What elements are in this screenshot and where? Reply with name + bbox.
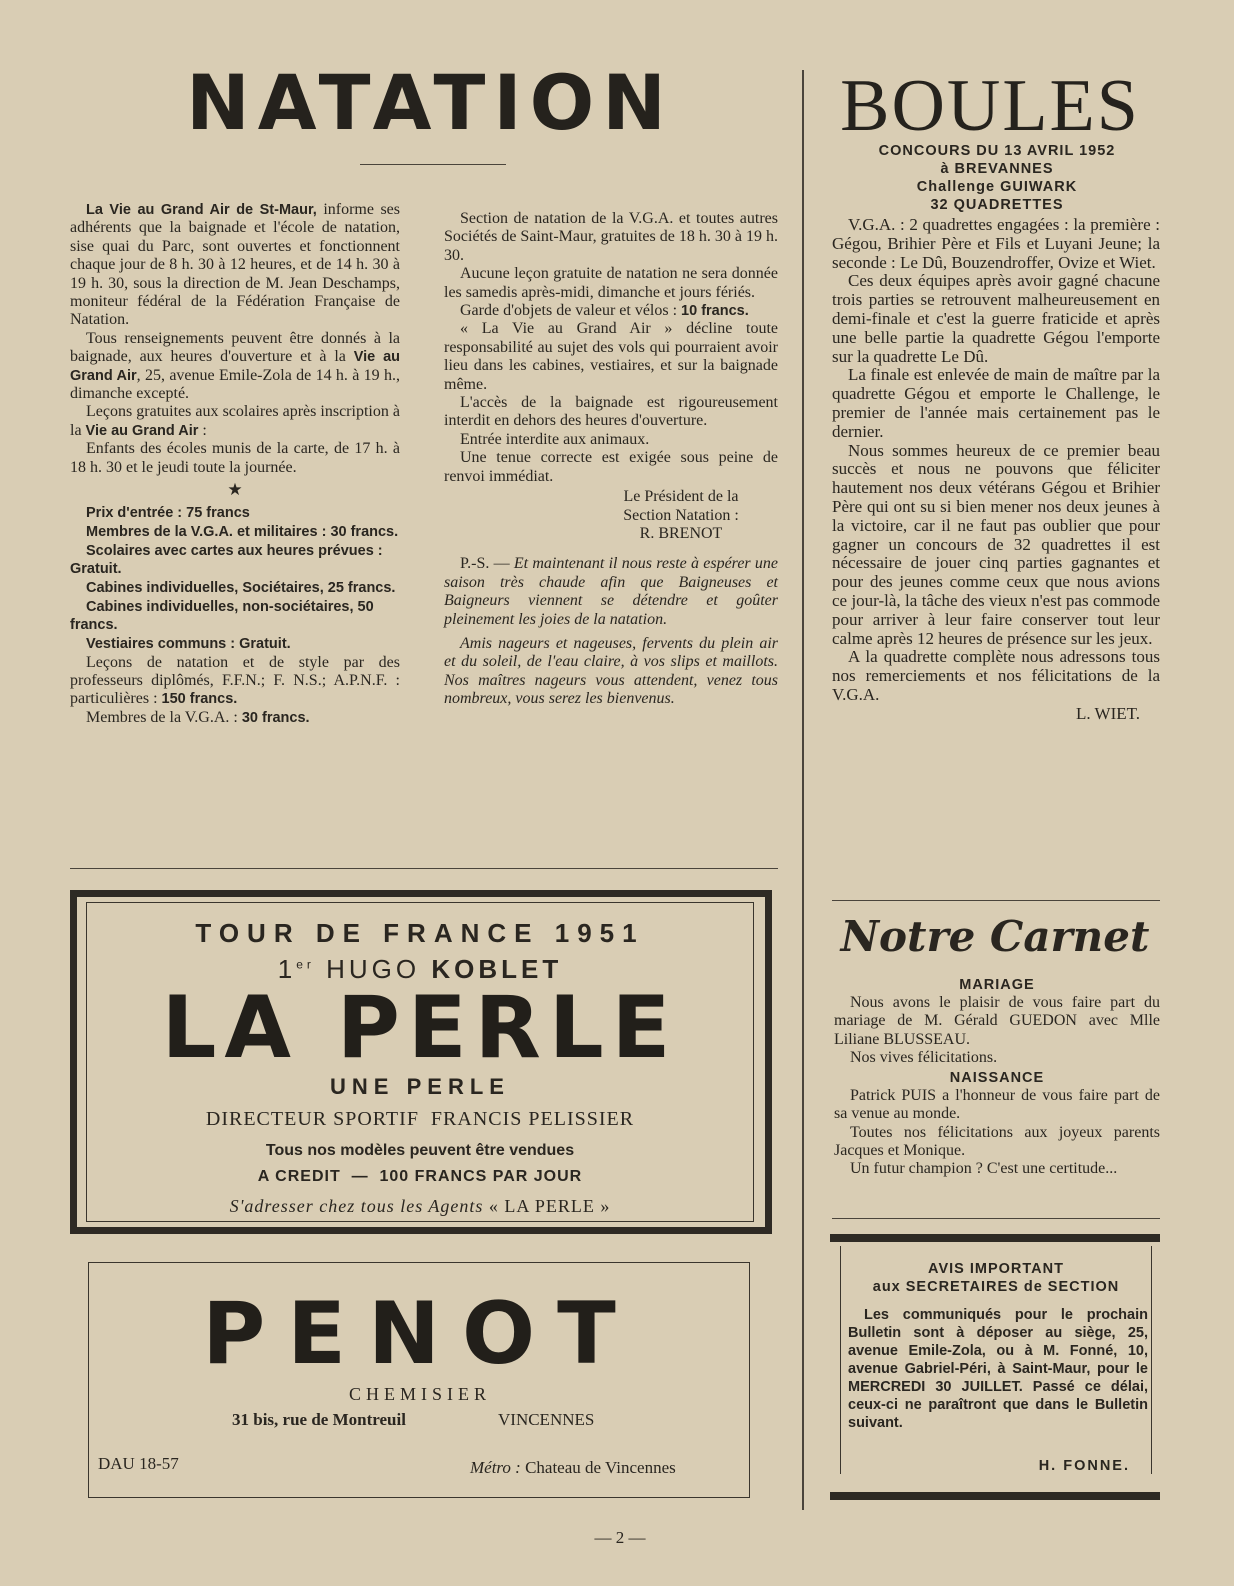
ad-perle-agents-text: S'adresser chez tous les Agents [229,1196,484,1216]
ad-penot-city: VINCENNES [498,1410,595,1429]
natation-animaux: Entrée interdite aux animaux. [460,430,650,448]
natation-garde: Garde d'objets de valeur et vélos : [460,302,678,320]
boules-signature: L. WIET. [1075,703,1140,723]
boules-p1: V.G.A. : 2 quadrettes engagées : la première : Gégou, Brihier Père et Fils et Luyani Jeune; la seconde : Le Dû, Bouzendroffer, Ovize et Wiet. [832,215,1160,272]
ad-perle-brand: LA PERLE [161,978,679,1078]
natation-title: NATATION [186,58,674,147]
ad-perle-agents [90,1196,750,1217]
natation-section: Section de natation de la V.G.A. et toutes autres Sociétés de Saint-Maur, gratuites de 18 h. 30 à 19 h. 30. [444,210,778,264]
star-separator: ★ [227,480,243,500]
natation-acces: L'accès de la baignade est rigoureusement interdit en dehors des heures d'ouverture. [444,394,778,430]
natation-info-b: , 25, avenue Emile-Zola de 14 h. à 19 h., dimanche excepté. [70,366,400,403]
ad-penot-phone: DAU 18-57 [98,1454,179,1473]
natation-members: Membres de la V.G.A. : [86,708,238,726]
price-cabines-soc: Cabines individuelles, Sociétaires, 25 francs. [86,579,396,596]
carnet-text [834,976,1160,1178]
naissance-heading: NAISSANCE [949,1070,1045,1087]
ad-perle-director: DIRECTEUR SPORTIF FRANCIS PELISSIER [205,1108,635,1130]
naissance-champion: Un futur champion ? C'est une certitude... [850,1160,1118,1178]
mariage-text: Nous avons le plaisir de vous faire part du mariage de M. Gérald GUEDON avec Mlle Liliane BLUSSEAU. [834,994,1160,1048]
natation-children: Enfants des écoles munis de la carte, de 17 h. à 18 h. 30 et le jeudi toute la journée. [70,440,400,476]
carnet-title: Notre Carnet [840,912,1150,961]
natation-garde-price: 10 francs. [681,303,749,320]
natation-info-a: Tous renseignements peuvent être donnés à la baignade, aux heures d'ouverture et à la [70,329,400,366]
boules-p2: Ces deux équipes après avoir gagné chacune trois parties se retrouvent malheureusement en demi-finale et c'est la guerre fraticide et après une belle partie la quadrette Gégou l'emporte sur la quadrette Le Dû. [832,271,1160,366]
ad-penot-metro [470,1458,676,1478]
avis-signature: H. FONNE. [1038,1458,1130,1474]
price-members: Membres de la V.G.A. et militaires : 30 francs. [86,523,399,540]
boules-p5: A la quadrette complète nous adressons tous nos remerciements et nos félicitations de la V.G.A. [832,647,1160,704]
ad-perle-models: Tous nos modèles peuvent être vendues [265,1142,575,1159]
avis-heading-1: AVIS IMPORTANT [928,1261,1064,1277]
boules-text [832,216,1160,724]
natation-lessons-bold: Vie au Grand Air [85,422,199,439]
signature-line-2: Section Natation : [623,506,739,524]
ad-perle-credit: A CREDIT — 100 FRANCS PAR JOUR [257,1168,583,1185]
natation-lessons-a: Leçons gratuites aux scolaires après inscription à la [70,403,400,439]
carnet-bottom-rule [832,1218,1160,1219]
ad-penot-trade: CHEMISIER [348,1384,491,1404]
boules-sub-3: Challenge GUIWARK [916,179,1078,195]
natation-no-lessons: Aucune leçon gratuite de natation ne sera donnée les samedis après-midi, dimanche et jours fériés. [444,265,778,301]
mariage-heading: MARIAGE [959,977,1035,993]
mariage-congrats: Nos vives félicitations. [850,1048,998,1066]
natation-title-rule [360,164,506,165]
ad-penot-metro-label: Métro : [470,1458,521,1477]
ad-penot-address: 31 bis, rue de Montreuil [232,1410,406,1429]
ad-penot-brand: PENOT [202,1284,638,1384]
natation-lessons-b: : [202,421,207,439]
naissance-congrats: Toutes nos félicitations aux joyeux parents Jacques et Monique. [834,1123,1160,1159]
natation-members-price: 30 francs. [241,709,310,726]
price-cabines-nonsoc: Cabines individuelles, non-sociétaires, 50 francs. [70,598,374,633]
boules-p4: Nous sommes heureux de ce premier beau succès et nous ne pouvons que féliciter hautement nos deux vétérans Gégou et Brihier Père qui ont su si bien mener nos deux jeunes à la victoire, car il ne faut pas oublier que pour gagner un concours de 32 quadrettes il est nécessaire de jouer cinq parties gagnantes et pour des jeunes comme ceux que nous avions ce jour-là, la tâche des vieux n'est pas commode pour arriver à leur faire conserver tout leur calme après 12 heures de présence sur les jeux. [832,440,1160,648]
ps-label: P.-S. — [460,555,510,573]
boules-sub-4: 32 QUADRETTES [930,197,1064,213]
ad-perle-line1: TOUR DE FRANCE 1951 [195,918,645,948]
avis-heading-2: aux SECRETAIRES de SECTION [872,1279,1120,1295]
ad-perle-sub: UNE PERLE [330,1074,510,1099]
ps-text-2: Amis nageurs et nageuses, fervents du plein air et du soleil, de l'eau claire, à vos slips et maillots. Nos maîtres nageurs vous attendent, venez tous nombreux, vous serez les bienvenus. [444,634,778,708]
natation-bottom-rule [70,868,778,869]
column-divider [802,70,804,1510]
ad-perle-firstname: HUGO [326,954,421,984]
boules-p3: La finale est enlevée de main de maître par la quadrette Gégou et emporte le Challenge, le premier de l'année mais certainement pas le dernier. [832,365,1160,441]
avis-top-bar [830,1234,1160,1242]
boules-sub-2: à BREVANNES [940,161,1054,177]
boules-bottom-rule [832,900,1160,901]
ad-perle-lastname: KOBLET [431,954,563,984]
natation-private-lessons: Leçons de natation et de style par des professeurs diplômés, F.F.N.; F. N.S.; A.P.N.F. : particulières : [70,653,400,708]
natation-column-1 [70,201,400,727]
ad-perle-agents-brand: « LA PERLE » [488,1196,611,1216]
natation-intro: informe ses adhérents que la baignade et l'école de natation, sise quai du Parc, sont ouvertes et fonctionnent chaque jour de 8 h. 30 à 12 heures, et de 14 h. 30 à 19 h. 30, sous la direction de M. Jean Deschamps, moniteur fédéral de la Fédération Française de Natation. [70,201,400,329]
price-vestiaires: Vestiaires communs : Gratuit. [86,635,291,652]
ad-perle-rank-sup: er [296,957,315,972]
avis-bottom-bar [830,1492,1160,1500]
natation-info-bold: Vie au Grand Air [70,349,401,384]
price-scolaires: Scolaires avec cartes aux heures prévues : Gratuit. [70,542,383,577]
natation-column-2 [444,210,778,709]
boules-sub-1: CONCOURS DU 13 AVRIL 1952 [878,143,1116,159]
price-entry: Prix d'entrée : 75 francs [86,504,250,521]
signature-name: R. BRENOT [639,524,723,542]
boules-title: BOULES [840,65,1140,147]
page-number: — 2 — [594,1528,646,1547]
natation-lead: La Vie au Grand Air de St-Maur, [86,202,317,218]
avis-body: Les communiqués pour le prochain Bulletin sont à déposer au siège, 25, avenue Emile-Zola, ou à M. Fonné, 10, avenue Gabriel-Péri, à Saint-Maur, pour le MERCREDI 30 JUILLET. Passé ce délai, ceux-ci ne paraîtront que dans le Bulletin suivant. [848,1307,1148,1431]
ad-perle-rank: 1 [277,954,297,984]
natation-private-price: 150 francs. [161,691,238,708]
natation-tenue: Une tenue correcte est exigée sous peine de renvoi immédiat. [444,449,778,485]
ad-penot-metro-station: Chateau de Vincennes [525,1458,676,1477]
ps-text: Et maintenant il nous reste à espérer une saison très chaude afin que Baigneuses et Baigneurs viennent se détendre et goûter pleinement les joies de la natation. [444,555,779,628]
natation-responsabilite: « La Vie au Grand Air » décline toute responsabilité au sujet des vols qui pourraient avoir lieu dans les cabines, vestiaires, et sur la baignade même. [444,320,778,393]
naissance-text: Patrick PUIS a l'honneur de vous faire part de sa venue au monde. [834,1087,1160,1123]
signature-line-1: Le Président de la [623,488,739,506]
